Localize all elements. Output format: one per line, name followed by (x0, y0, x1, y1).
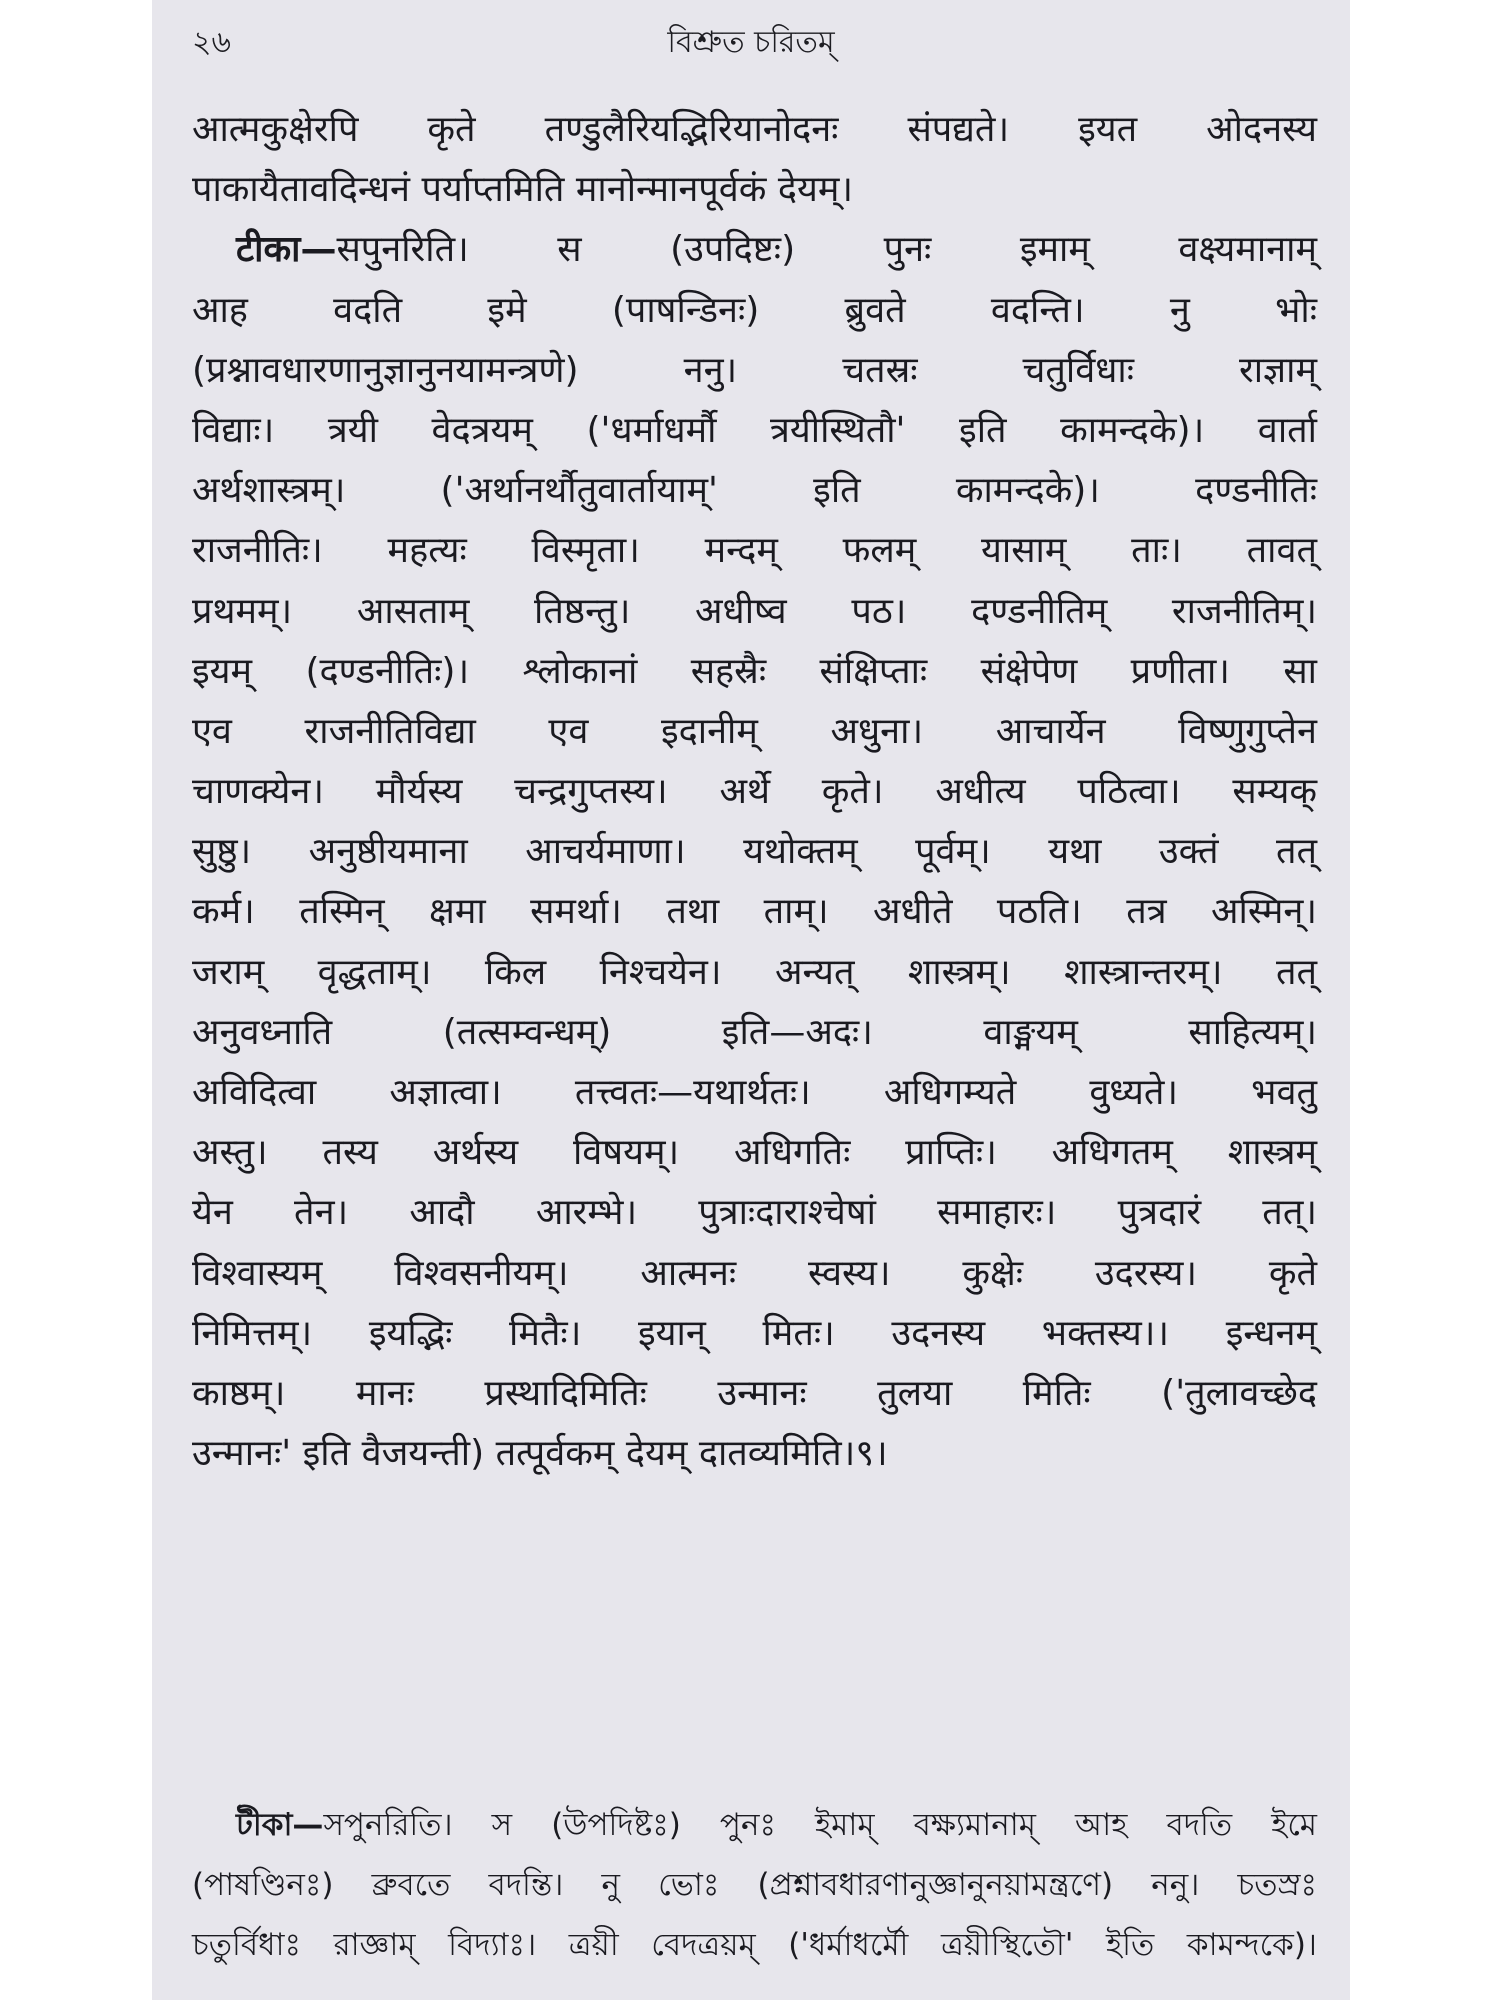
commentary-text: सपुनरिति। स (उपदिष्टः) पुनः इमाम् वक्ष्यमानाम् (336, 229, 1317, 271)
commentary-line: सुष्ठु। अनुष्ठीयमाना आचर्यमाणा। यथोक्तम् पूर्वम्। यथा उक्तं तत् (192, 831, 1317, 873)
page-header (152, 12, 1350, 60)
running-title: বিশ্রুত চরিতম্ (667, 25, 835, 60)
commentary-line: चाणक्येन। मौर्यस्य चन्द्रगुप्तस्य। अर्थे कृते। अधीत्य पठित्वा। सम्यक् (192, 771, 1317, 813)
book-page (152, 0, 1350, 2000)
page-number: ২৬ (192, 25, 232, 60)
commentary-line: प्रथमम्। आसताम् तिष्ठन्तु। अधीष्व पठ। दण्डनीतिम् राजनीतिम्। (192, 590, 1317, 632)
commentary-line: काष्ठम्। मानः प्रस्थादिमितिः उन्मानः तुलया मितिः ('तुलावच्छेद (192, 1372, 1317, 1414)
bengali-commentary-first-line (192, 1795, 1317, 1855)
commentary-line: येन तेन। आदौ आरम्भे। पुत्राःदाराश्चेषां समाहारः। पुत्रदारं तत्। (192, 1192, 1317, 1234)
bengali-text-block (192, 1795, 1317, 1975)
devanagari-text-block (192, 100, 1317, 1484)
commentary-line: विश्वास्यम् विश्वसनीयम्। आत्मनः स्वस्य। कुक्षेः उदरस्य। कृते (192, 1252, 1317, 1294)
commentary-line: राजनीतिः। महत्यः विस्मृता। मन्दम् फलम् यासाम् ताः। तावत् (192, 530, 1317, 572)
commentary-line: कर्म। तस्मिन् क्षमा समर्था। तथा ताम्। अधीते पठति। तत्र अस्मिन्। (192, 891, 1317, 933)
commentary-line: निमित्तम्। इयद्भिः मितैः। इयान् मितः। उदनस्य भक्तस्य।। इन्धनम् (192, 1312, 1317, 1354)
commentary-line: अस्तु। तस्य अर्थस्य विषयम्। अधिगतिः प्राप्तिः। अधिगतम् शास्त्रम् (192, 1132, 1317, 1174)
commentary-line: जराम् वृद्धताम्। किल निश्चयेन। अन्यत् शास्त्रम्। शास्त्रान्तरम्। तत् (192, 951, 1317, 993)
commentary-line: अनुवध्नाति (तत्सम्वन्धम्) इति—अदः। वाङ्मयम् साहित्यम्। (192, 1011, 1317, 1053)
commentary-line: अविदित्वा अज्ञात्वा। तत्त्वतः—यथार्थतः। अधिगम्यते वुध्यते। भवतु (192, 1072, 1317, 1113)
commentary-label: टीका— (236, 229, 337, 271)
commentary-line: इयम् (दण्डनीतिः)। श्लोकानां सहस्रैः संक्षिप्ताः संक्षेपेण प्रणीता। सा (192, 650, 1317, 692)
passage-line: आत्मकुक्षेरपि कृते तण्डुलैरियद्भिरियानोदनः संपद्यते। इयत ओदनस्य (192, 109, 1317, 150)
commentary-line: विद्याः। त्रयी वेदत्रयम् ('धर्माधर्मौ त्रयीस्थितौ' इति कामन्दके)। वार्ता (192, 409, 1317, 451)
commentary-line: अर्थशास्त्रम्। ('अर्थानर्थौतुवार्तायाम्' इति कामन्दके)। दण्डनीतिः (192, 470, 1317, 512)
bengali-commentary-line: (পাষণ্ডিনঃ) ব্রুবতে বদন্তি। নু ভোঃ (প্রশ্নাবধারণানুজ্ঞানুনয়ামন্ত্রণে) ননু। চতস্রঃ (192, 1867, 1317, 1903)
commentary-first-line (192, 220, 1317, 280)
bengali-commentary-label: টীকা— (236, 1807, 324, 1843)
commentary-line: एव राजनीतिविद्या एव इदानीम् अधुना। आचार्येन विष्णुगुप्तेन (192, 710, 1317, 752)
bengali-commentary-text: সপুনরিতি। স (উপদিষ্টঃ) পুনঃ ইমাম্ বক্ষ্যমানাম্ আহ বদতি ইমে (323, 1807, 1317, 1843)
passage-line: पाकायैतावदिन्धनं पर्याप्तमिति मानोन्मानपूर्वकं देयम्। (192, 169, 854, 211)
commentary-line: आह वदति इमे (पाषन्डिनः) ब्रुवते वदन्ति। नु भोः (192, 289, 1317, 331)
bengali-commentary-line: চতুর্বিধাঃ রাজ্ঞাম্ বিদ্যাঃ। ত্রয়ী বেদত্রয়ম্ ('ধর্মাধর্মৌ ত্রয়ীস্থিতৌ' ইতি কামন্দকে)। (192, 1927, 1317, 1963)
commentary-line: (प्रश्नावधारणानुज्ञानुनयामन्त्रणे) ननु। चतस्रः चतुर्विधाः राज्ञाम् (192, 349, 1317, 391)
commentary-line: उन्मानः' इति वैजयन्ती) तत्पूर्वकम् देयम् दातव्यमिति।९। (192, 1433, 888, 1475)
